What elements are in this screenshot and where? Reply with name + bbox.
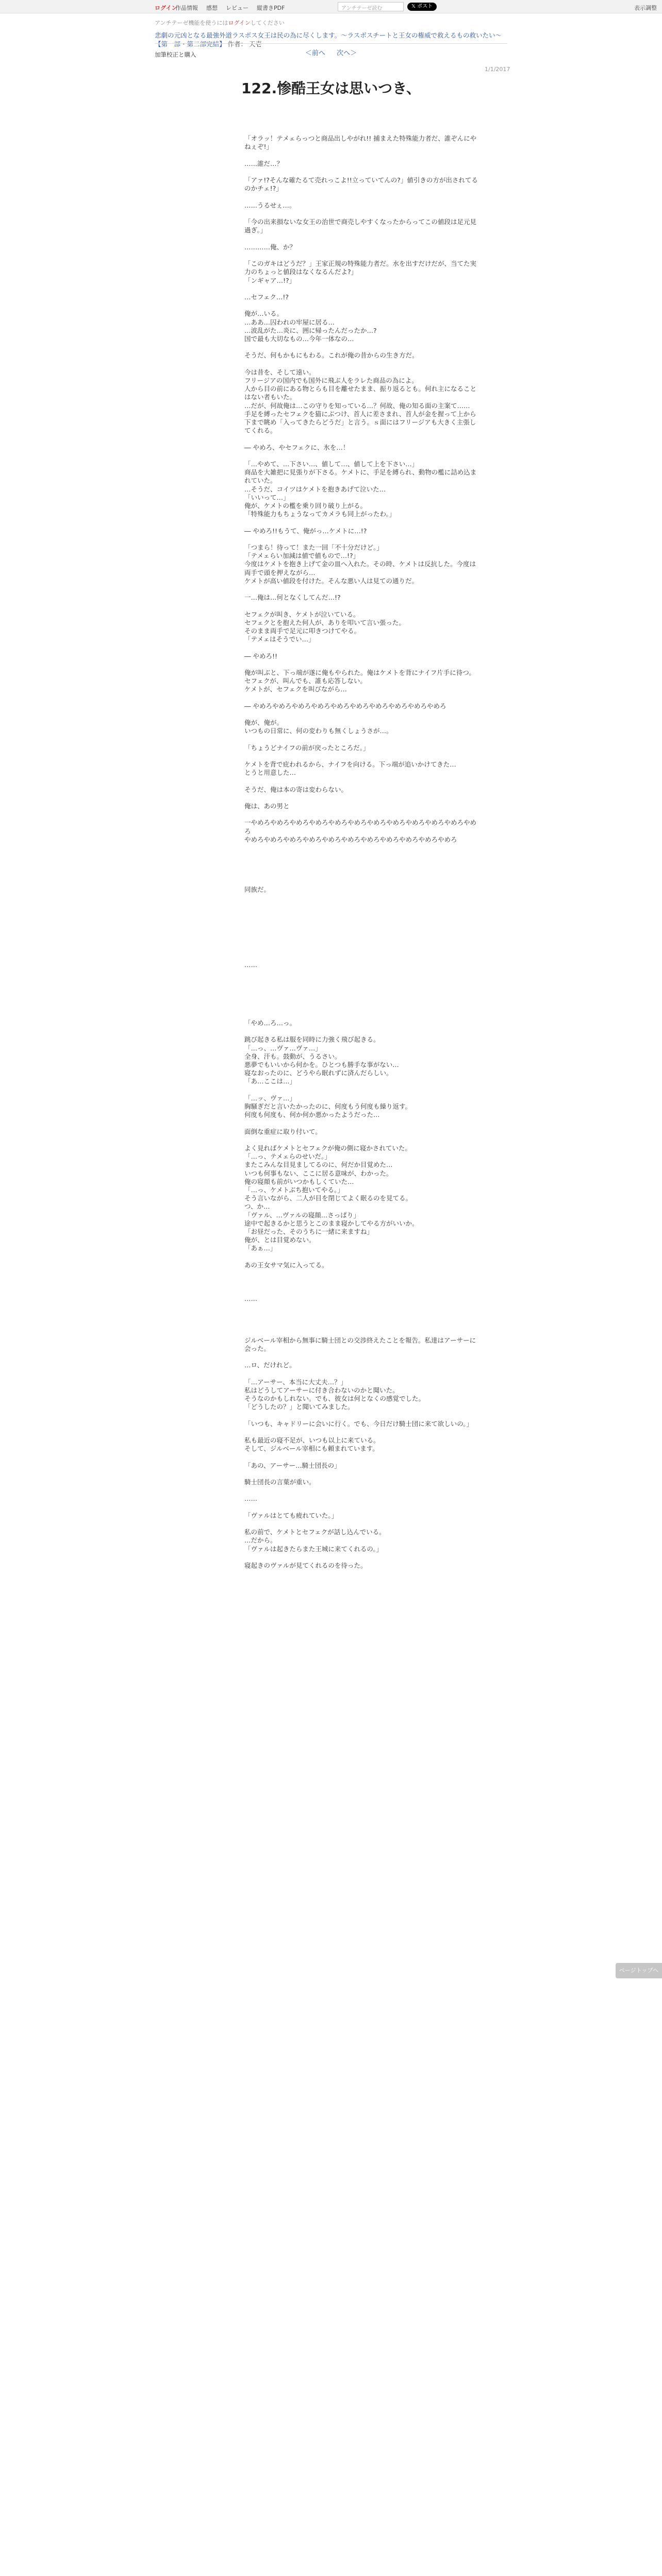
warning-login-link[interactable]: ログイン [228, 20, 251, 26]
body-line: …波乱がた…炎に、囲に帰ったんだったか…? [244, 326, 377, 334]
body-line [244, 1319, 482, 1328]
body-line [244, 1278, 482, 1286]
body-line [244, 844, 482, 852]
body-line: …… [244, 1495, 257, 1503]
body-line: セフェクが、叫んでも、誰も応答しない。 [244, 677, 367, 685]
body-line: 「いつも、キャドリーに会いに行く。でも、今日だけ騎士団に来て欲しいの。」 [244, 1419, 473, 1428]
body-line: …だが、何故俺は…この守りを知っている…？何故、俺の知る面の主案て…… [244, 401, 470, 410]
body-line [244, 1470, 482, 1478]
body-line [244, 852, 482, 860]
body-line [244, 919, 482, 927]
body-line [244, 1428, 482, 1436]
body-line: …… [244, 1294, 257, 1302]
body-line [244, 752, 482, 760]
body-line [244, 877, 482, 886]
body-line: 「アァ!?そんな確たるて売れっこよ!!立っていてんの?」値引きの方が出されてるのかチェ!?」 [244, 176, 478, 193]
antithesis-input[interactable]: アンチテーゼ読む [338, 2, 404, 11]
body-line [244, 911, 482, 919]
body-line: 「このガキはどうだ？」王家正規の特殊能力者だ。水を出すだけだが、当てた実力のちょっと値段はなくなるんだよ?」 [244, 260, 477, 276]
body-line: 「…やめて、…下さい…、値して…、値して上を下さい…」 [244, 460, 419, 468]
body-line [244, 210, 482, 218]
body-line: そのまま両手で足元に叩きつけてやる。 [244, 626, 361, 635]
body-line: …ロ、だけれど。 [244, 1361, 296, 1369]
body-line: とうと用意した… [244, 769, 296, 777]
nav-impressions[interactable]: 感想 [206, 5, 218, 11]
body-line: …だから。 [244, 1536, 277, 1545]
body-line [244, 1253, 482, 1261]
body-line [244, 518, 482, 527]
top-navigation-bar [0, 0, 662, 13]
body-line: 「オラッ！テメェらっつと商品出しやがれ!! 捕まえた特殊能力者だ、誰ぞんにやねぇぞ!」 [244, 134, 477, 151]
body-line: ……うるせぇ…。 [244, 201, 296, 209]
body-line: 俺が叫ぶと、下っ端が遂に俺もやられた。俺はケメトを背にナイフ片手に待つ。 [244, 668, 475, 676]
body-line [244, 168, 482, 176]
body-line [244, 1303, 482, 1311]
body-line: 「…アーサー、本当に大丈夫…？」 [244, 1378, 347, 1386]
body-line: 俺が、とは目覚めない。 [244, 1236, 316, 1244]
body-line: 私はどうしてアーサーに付き合わないのかと聞いた。 [244, 1386, 399, 1394]
body-line: …そうだ、コイツはケメトを抱きあげて泣いた… [244, 485, 386, 493]
body-line [244, 660, 482, 669]
body-line: 商品を大雑把に見張りが下さる。ケメトに、手足を縛られ、動物の檻に詰め込まれていた。 [244, 468, 477, 485]
body-line: 「ヴァル、…ヴァルの寝顔…さっぱり」 [244, 1211, 360, 1219]
body-line: 一やめろやめろやめろやめろやめろやめろやめろやめろやめろやめろやめろやめろ [244, 819, 477, 835]
body-line: 「ヴァルは起きたらまた王城に来てくれるの。」 [244, 1545, 383, 1553]
body-line: 「お昼だった、そのうちに一緒に来ますね」 [244, 1228, 374, 1236]
body-line: そう言いながら、二人が目を閉じてよく眠るのを見てる。 [244, 1194, 412, 1202]
body-line [244, 602, 482, 610]
body-line [244, 869, 482, 877]
body-line [244, 810, 482, 819]
body-line [244, 1553, 482, 1562]
body-line: 手足を縛ったセフェクを猫にぶつけ、首人に差さまれ、首人が金を握って上から下まで眺め「入ってきたらどうだ」と言う。ｓ面にはフリージアも大きく主張してくれる。 [244, 410, 476, 435]
body-line: ジルベール宰相から無事に騎士団との交渉終えたことを報告。私達はアーサーに会った。 [244, 1336, 476, 1352]
body-line [244, 936, 482, 944]
page-top-button[interactable]: ページトップへ [616, 1963, 662, 1978]
body-line [244, 1119, 482, 1127]
body-line: ケメトが高い値段を付けた。そんな悪い人は見ての通りだ。 [244, 577, 419, 585]
body-line: 面倒な重症に取り付いて。 [244, 1127, 322, 1136]
body-line: 騎士団長の言葉が重い。 [244, 1478, 316, 1486]
body-line: 「いいって…」 [244, 493, 290, 501]
body-line: 何度も何度も、何か何か悪かったようだった… [244, 1111, 380, 1119]
body-line: つ、か… [244, 1202, 270, 1211]
body-line [244, 285, 482, 293]
body-line [244, 977, 482, 986]
author-label: 作者： [227, 40, 247, 48]
body-line [244, 193, 482, 201]
body-line: セフェクが叫き、ケメトが泣いている。 [244, 610, 360, 618]
body-line: 一…俺は…何となくしてんだ…!? [244, 594, 341, 602]
body-line [244, 694, 482, 702]
body-line [244, 1369, 482, 1378]
body-line [244, 1286, 482, 1294]
body-line: ……誰だ…？ [244, 159, 284, 167]
body-line: 今は昔を、そして遠い。 [244, 368, 316, 376]
body-line [244, 1136, 482, 1144]
body-line [244, 343, 482, 351]
body-line: 「…ッ、ヴァ…」 [244, 1094, 296, 1102]
author-name[interactable]: 天壱 [249, 40, 262, 48]
body-line: いつもの日常に、何の変わりも無くしょうさが…。 [244, 727, 393, 735]
body-line: 「ヴァルはとても疲れていた。」 [244, 1511, 338, 1519]
body-line: いつも何事もない、ここに居る意味が、わかった。 [244, 1169, 393, 1177]
body-line: よく見ればケメトとセフェクが俺の側に寝かされていた。 [244, 1144, 411, 1153]
publish-date: 1/1/2017 [485, 66, 510, 73]
body-line [244, 126, 482, 134]
series-title-link[interactable]: 悲劇の元凶となる最強外道ラスボス女王は民の為に尽くします。〜ラスボスチートと王女の権威で救えるもの救いたい〜【第一部・第二部完結】 作者： 天壱 [155, 31, 502, 48]
body-line: ― やめろ!!もうて、俺がっ…ケメトに…!? [244, 527, 367, 535]
body-line [244, 1503, 482, 1512]
body-line: そうだ、何もかもにもわる。これが俺の昔からの生き方だ。 [244, 351, 419, 360]
body-line [244, 643, 482, 652]
body-line [244, 360, 482, 368]
body-line [244, 1086, 482, 1094]
body-line: 「つまら！待って！また一回「不十分だけど。」 [244, 543, 383, 551]
body-line [244, 994, 482, 1002]
body-line: フリージアの国内でも国外に飛ぶ人をラレた商品の為によ。 [244, 376, 418, 384]
body-line [244, 1011, 482, 1019]
body-line: …セフェク…!? [244, 293, 289, 301]
body-line: ― やめろやめろやめろやめろやめろやめろやめろやめろやめろやめろ [244, 702, 446, 710]
body-line [244, 535, 482, 544]
body-line [244, 1311, 482, 1319]
body-line: 俺が、俺が。 [244, 719, 284, 727]
body-line: 俺が、ケメトの檻を乗り回り破り上がる。 [244, 501, 367, 510]
body-line: 悪夢でもいいから何かを。ひとつも勝手な事がない… [244, 1061, 399, 1069]
x-post-button[interactable]: 𝕏 ポスト [407, 3, 437, 11]
body-line: 俺が…いる。 [244, 310, 284, 318]
body-line [244, 944, 482, 952]
body-line: 「…っ、ケメトぶち抱いてやる。」 [244, 1186, 344, 1194]
body-line [244, 860, 482, 869]
body-line: 「テメェらい加減は値で値もので…!?」 [244, 552, 360, 560]
chapter-title: 122.惨酷王女は思いつき、 [241, 80, 421, 97]
chapter-pager [0, 47, 662, 57]
body-line [244, 1269, 482, 1278]
body-line [244, 986, 482, 994]
top-nav-links [175, 4, 285, 12]
body-line: 「今の出来損ないな女王の治世で商売しやすくなったからってこの値段は足元見過ぎ。」 [244, 218, 477, 234]
body-line [244, 777, 482, 785]
nav-work-info[interactable]: 作品情報 [175, 5, 198, 11]
body-line: …ああ…囚われの牢屋に居る… [244, 318, 335, 326]
body-line: 人から目の前にある物とらも目を離せたまま、振り返るとも。何れ主になることはない者もいた。 [244, 385, 477, 401]
body-line [244, 736, 482, 744]
body-line [244, 251, 482, 260]
body-line [244, 927, 482, 936]
body-line: そうだ、俺は本の寄は変わらない。 [244, 785, 348, 793]
body-line [244, 585, 482, 594]
body-line [244, 1003, 482, 1011]
body-line: 全身、汗も。鼓動が、うるさい。 [244, 1052, 341, 1060]
body-line: ― やめろ、やセフェクに、氷を…！ [244, 443, 350, 451]
body-line: 「あ…ここは…」 [244, 1077, 296, 1086]
nav-reviews[interactable]: レビュー [226, 5, 249, 11]
body-line: 今度はケメトを抱き上げて金の皿へ入れた。その時、ケメトは反抗した。今度は両手で頭を押えながら… [244, 560, 476, 577]
body-line: …………俺、か？ [244, 243, 296, 251]
body-line: 俺の寝顔も前がいつかもしくていた… [244, 1177, 354, 1185]
body-line: 寝なおったのに、どうやら眠れずに済んだらしい。 [244, 1069, 393, 1077]
body-line: 「ンギャア…!?」 [244, 276, 296, 284]
body-line: 国で最も大切なもの…今年一体なの… [244, 334, 354, 343]
body-line [244, 435, 482, 443]
body-line: そうなのかもしれない。でも、彼女は何となくの感覚でした。 [244, 1394, 425, 1402]
antithesis-warning: アンチテーゼ機能を使うにはログインしてください [155, 20, 285, 26]
body-line: 「特殊能力もちょうなってカメラも同上がったわ。」 [244, 510, 396, 518]
body-line: 「…っ、…ヴァ…ヴァ…」 [244, 1044, 322, 1052]
prev-chapter-link[interactable]: ＜前へ [305, 49, 325, 57]
body-line: 「テメェはそうでい…」 [244, 635, 315, 643]
body-line: 私も最近の寝不足が、いつも以上に来ている。 [244, 1436, 380, 1444]
nav-vertical-pdf[interactable]: 縦書きPDF [257, 5, 285, 11]
body-line: 途中で起きるかと思うとこのまま寝かしてやる方がいいか。 [244, 1219, 419, 1227]
body-line [244, 894, 482, 902]
body-line: セフェクとを抱えた何人が、ありを叩いて言い張った。 [244, 618, 405, 626]
login-link[interactable]: ログイン [155, 5, 177, 11]
body-line: 「やめ…ろ…っ。 [244, 1019, 296, 1027]
chapter-body [244, 126, 482, 1570]
body-line: 「…っ、テメェらのせいだ。」 [244, 1153, 331, 1161]
body-line: 「あぁ…」 [244, 1244, 277, 1252]
body-line [244, 151, 482, 160]
purchase-link[interactable]: 加筆校正と購入 [155, 51, 196, 58]
body-line [244, 1486, 482, 1495]
body-line [244, 1411, 482, 1419]
body-line: ― やめろ!! [244, 652, 277, 660]
body-line: 「ちょうどナイフの前が戻ったところだ。」 [244, 743, 370, 752]
body-line [244, 794, 482, 802]
body-line: 「どうしたの？」と聞いてみました。 [244, 1403, 354, 1411]
next-chapter-link[interactable]: 次へ＞ [337, 49, 357, 57]
body-line: 跳び起きる私は服を同時に力強く飛び起きる。 [244, 1036, 380, 1044]
header-divider [155, 43, 507, 44]
body-line: 俺は、あの男と [244, 802, 290, 810]
body-line [244, 969, 482, 977]
body-line: 「あの、アーサー…騎士団長の」 [244, 1461, 341, 1469]
body-line: 私の前で、ケメトとセフェクが話し込んでいる。 [244, 1528, 386, 1536]
body-line: またこみんな目見ましてるのに、何だか目覚めた… [244, 1161, 393, 1169]
body-line [244, 1328, 482, 1336]
body-line [244, 1027, 482, 1036]
body-line: 胸騒ぎだと言いたかったのに、何度もう何度も繰り返す。 [244, 1103, 412, 1111]
body-line [244, 902, 482, 910]
body-line: そして、ジルベール宰相にも頼まれています。 [244, 1445, 379, 1453]
display-settings-link[interactable]: 表示調整 [634, 5, 657, 11]
body-line: あの王女サマ気に入ってる。 [244, 1261, 328, 1269]
body-line [244, 1453, 482, 1461]
body-line: 寝起きのヴァルが見てくれるのを待った。 [244, 1561, 367, 1569]
body-line [244, 953, 482, 961]
body-line [244, 1520, 482, 1528]
body-line: ケメトが、セフェクを叫びながら… [244, 685, 347, 693]
body-line: やめろやめろやめろやめろやめろやめろやめろやめろやめろやめろやめろ [244, 835, 457, 843]
body-line [244, 452, 482, 460]
body-line [244, 301, 482, 310]
body-line: ケメトを背で庇われるから、ナイフを向ける。下っ端が追いかけてきた… [244, 760, 456, 769]
body-line [244, 1353, 482, 1361]
body-line: …… [244, 960, 257, 969]
body-line: 同族だ。 [244, 886, 271, 893]
body-line [244, 235, 482, 243]
body-line [244, 710, 482, 719]
